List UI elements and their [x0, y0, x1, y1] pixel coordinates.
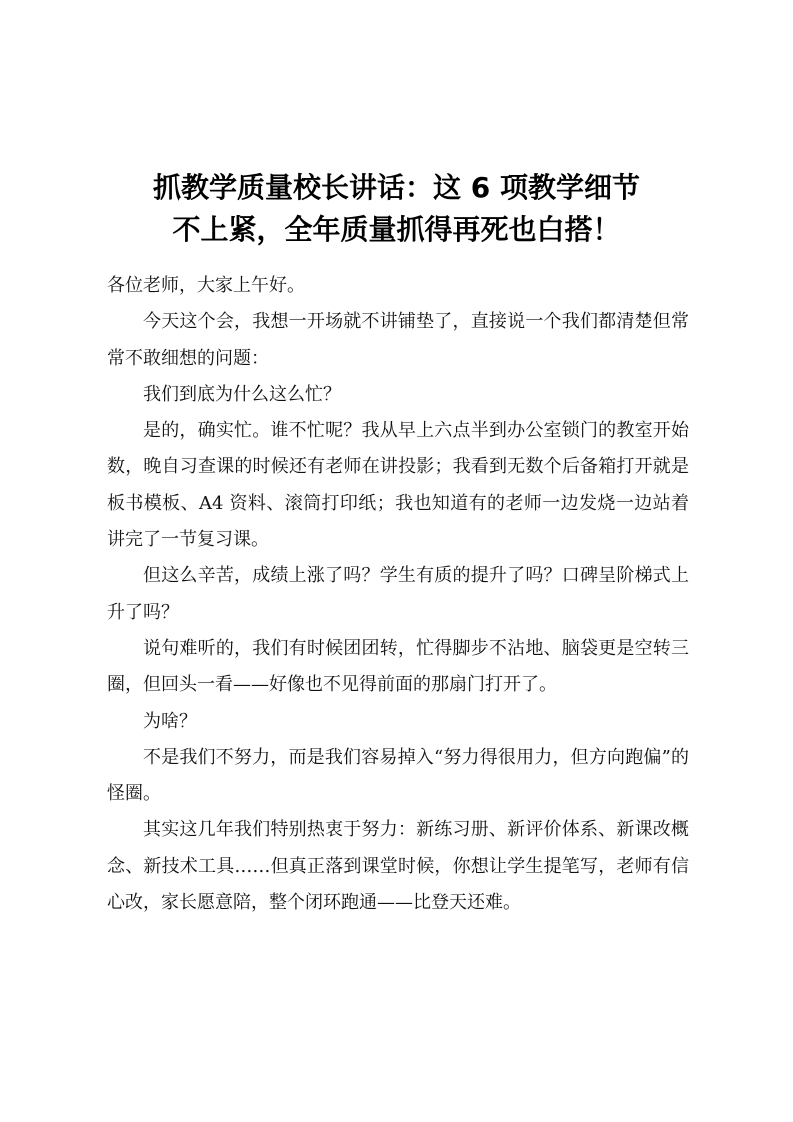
paragraph: 但这么辛苦，成绩上涨了吗？学生有质的提升了吗？口碑呈阶梯式上升了吗？: [107, 565, 689, 623]
paragraph: 我们到底为什么这么忙？: [143, 383, 341, 405]
paragraph: 是的，确实忙。谁不忙呢？我从早上六点半到办公室锁门的教室开始数，晚自习查课的时候还有老师在讲投影；我看到无数个后备箱打开就是板书模板、A4 资料、滚筒打印纸；我也知道有的老师一边发烧一边站着讲完了一节复习课。: [107, 420, 689, 551]
document-body: [107, 268, 689, 921]
title-line-1: 抓教学质量校长讲话：这 6 项教学细节: [153, 170, 640, 204]
paragraph: 不是我们不努力，而是我们容易掉入“努力得很用力，但方向跑偏”的怪圈。: [107, 746, 689, 805]
paragraph: 说句难听的，我们有时候团团转，忙得脚步不沾地、脑袋更是空转三圈，但回头一看——好像也不见得前面的那扇门打开了。: [107, 637, 689, 696]
title-line-2: 不上紧，全年质量抓得再死也白搭！: [172, 212, 621, 246]
paragraph: 为啥？: [143, 710, 197, 732]
document-title: [100, 167, 693, 251]
paragraph-greeting: 各位老师，大家上午好。: [107, 275, 305, 296]
paragraph: 其实这几年我们特别热衷于努力：新练习册、新评价体系、新课改概念、新技术工具……但真正落到课堂时候，你想让学生提笔写，老师有信心改，家长愿意陪，整个闭环跑通——比登天还难。: [107, 819, 689, 914]
paragraph: 今天这个会，我想一开场就不讲铺垫了，直接说一个我们都清楚但常常不敢细想的问题：: [107, 311, 689, 369]
